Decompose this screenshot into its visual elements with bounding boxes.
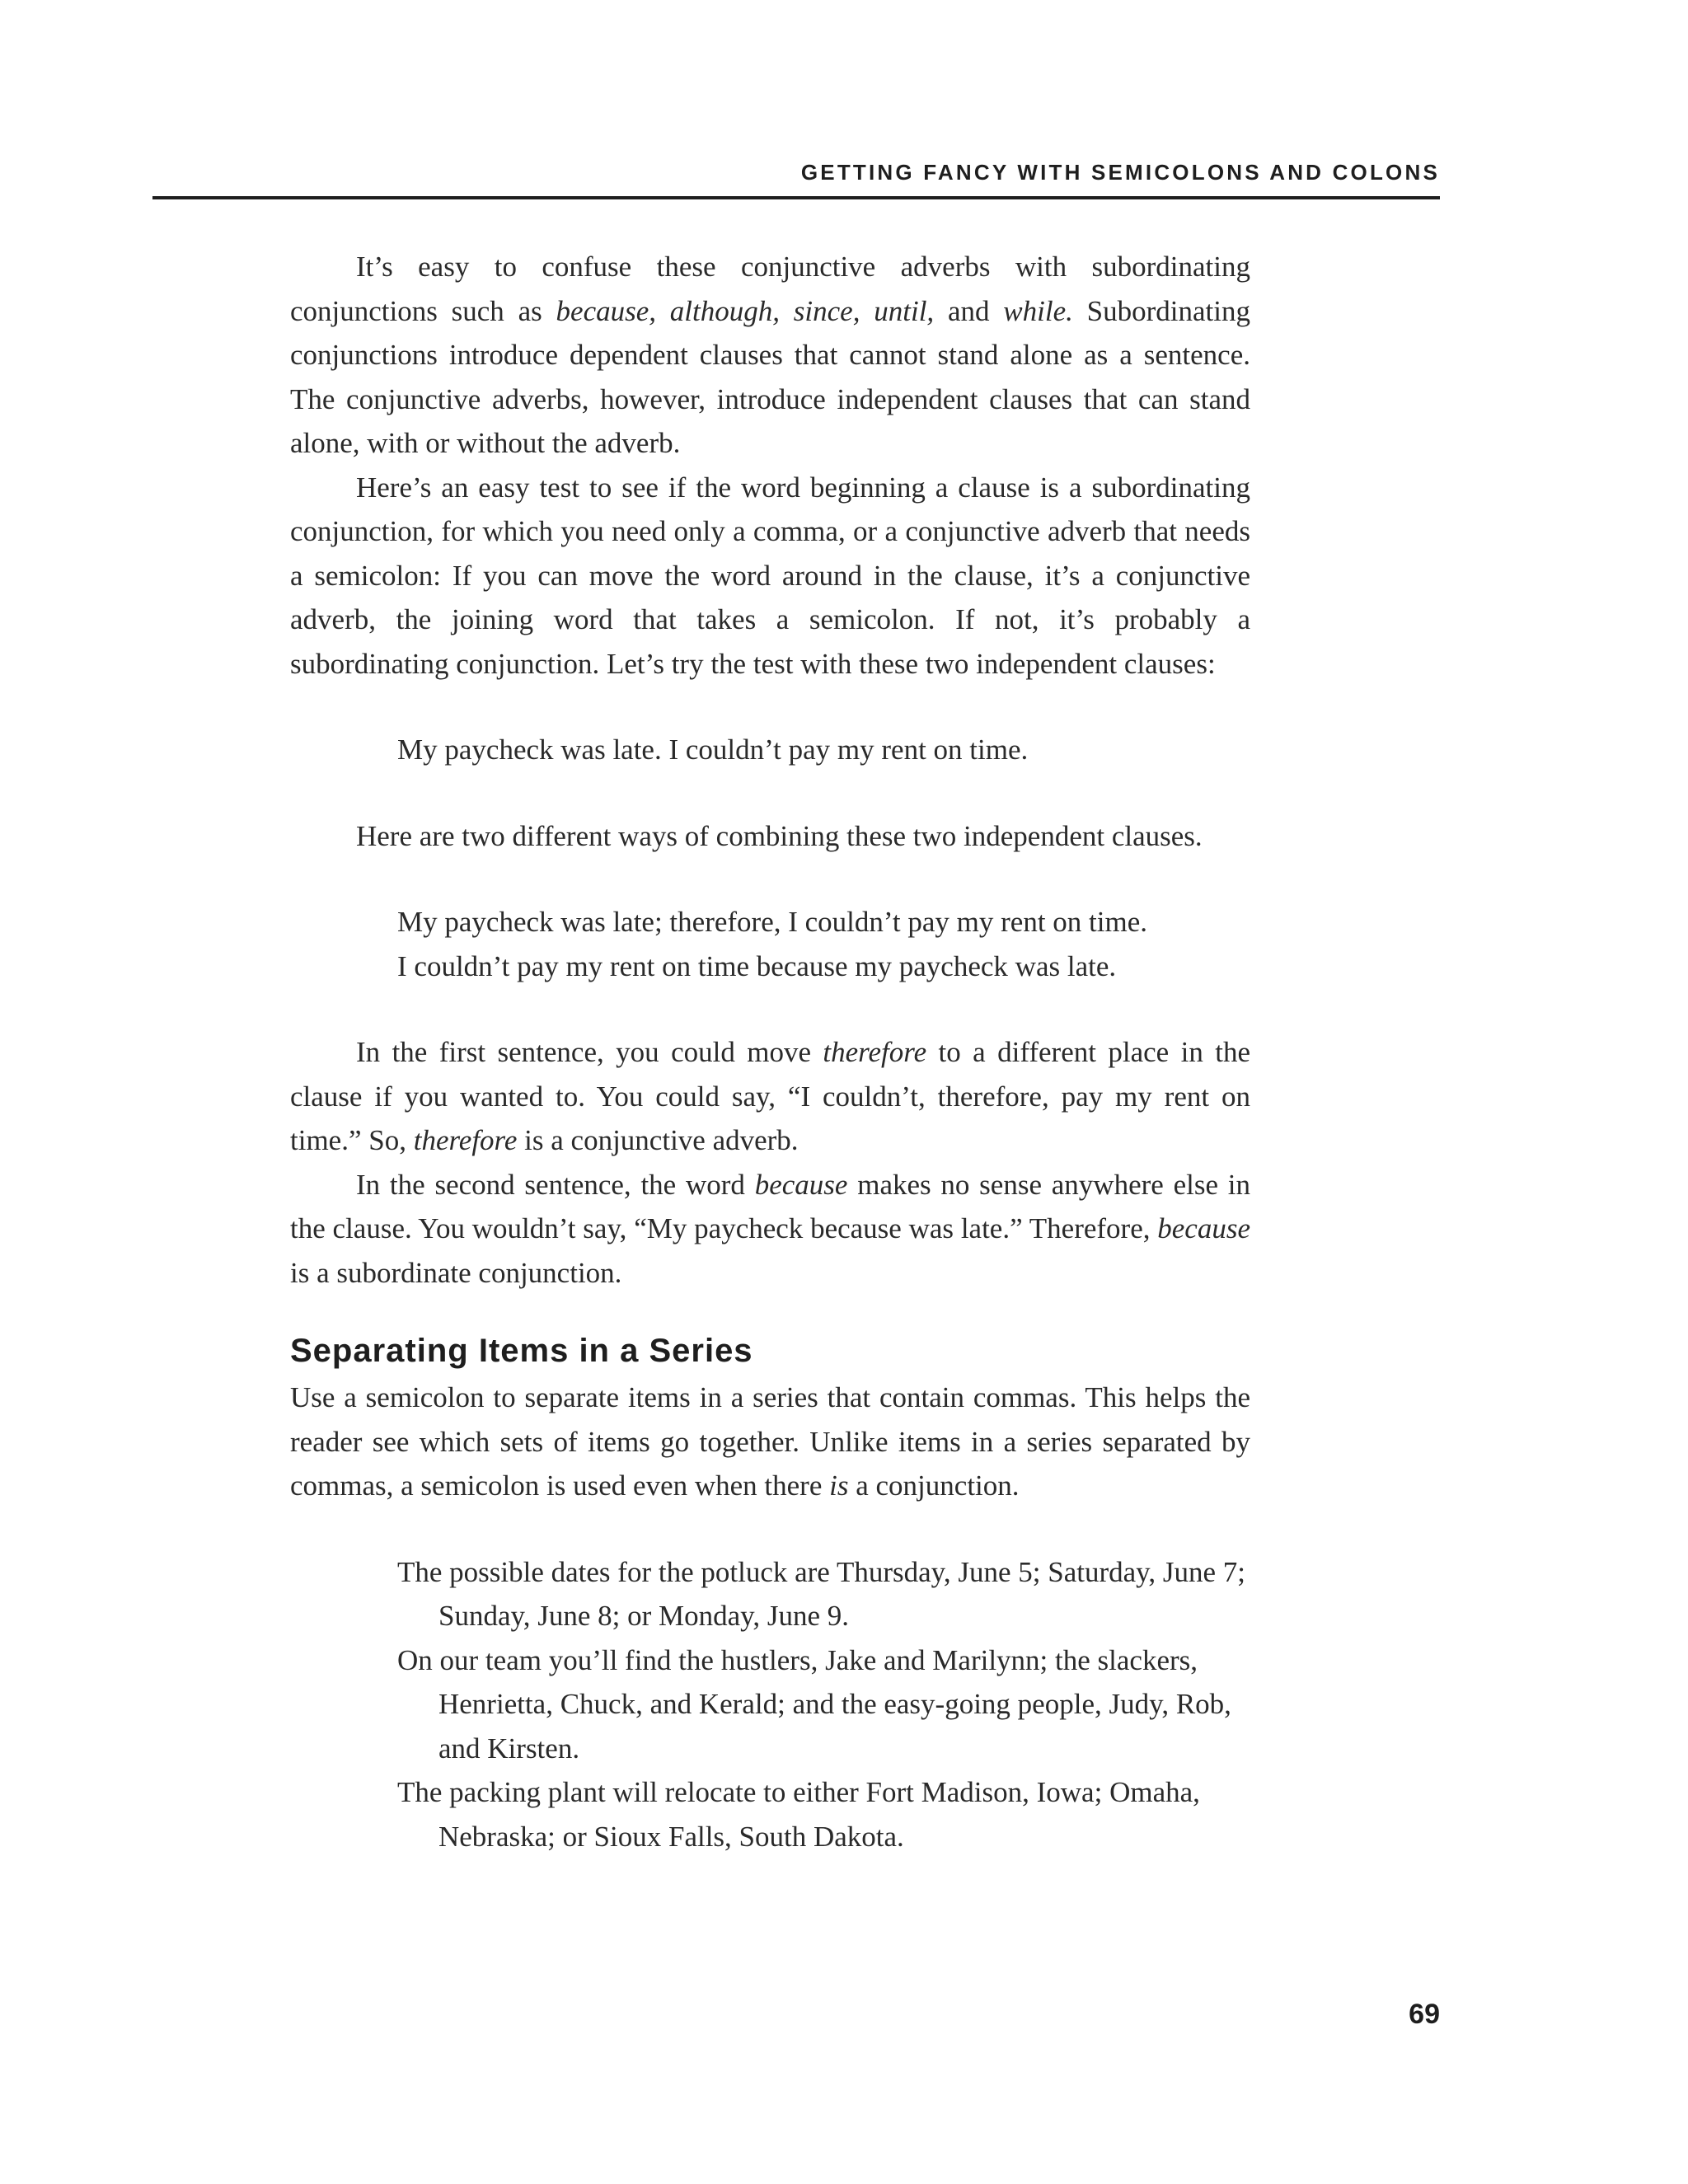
- paragraph-two-ways: Here are two different ways of combining these two independent clauses.: [356, 819, 1203, 852]
- paragraph-conjunctive-adverbs: It’s easy to confuse these conjunctive adverbs with subordinating conjunctions such as because, although, since, until, and while. Subordinating conjunctions introduce dependent clauses that cannot stand alone as a sentence. The conjunctive adverbs, however, introduce independent clauses that can stand alone, with or without the adverb.: [290, 251, 1250, 459]
- example-series-dates: The possible dates for the potluck are Thursday, June 5; Saturday, June 7; Sunday, June 8; or Monday, June 9.: [397, 1555, 1246, 1632]
- example-independent-clauses: My paycheck was late. I couldn’t pay my rent on time.: [397, 733, 1029, 766]
- example-combined-1: My paycheck was late; therefore, I couldn’t pay my rent on time.: [397, 906, 1148, 938]
- section-heading: Separating Items in a Series: [290, 1333, 753, 1369]
- example-series-team: On our team you’ll find the hustlers, Jake and Marilynn; the slackers, Henrietta, Chuck, and Kerald; and the easy-going people, Judy, Rob, and Kirsten.: [397, 1643, 1231, 1765]
- paragraph-first-sentence: In the first sentence, you could move therefore to a different place in the clause if you wanted to. You could say, “I couldn’t, therefore, pay my rent on time.” So, therefore is a conjunctive adverb.: [290, 1036, 1251, 1156]
- header-rule: [152, 196, 1440, 199]
- paragraph-easy-test: Here’s an easy test to see if the word beginning a clause is a subordinating conjunction, for which you need only a comma, or a conjunctive adverb that needs a semicolon: If you can move the word around in the clause, it’s a conjunctive adverb, the joining word that takes a semicolon. If not, it’s probably a subordinating conjunction. Let’s try the test with these two independent clauses:: [290, 471, 1250, 680]
- example-series-relocation: The packing plant will relocate to either Fort Madison, Iowa; Omaha, Nebraska; or Sioux Falls, South Dakota.: [397, 1776, 1200, 1853]
- paragraph-series-semicolons: Use a semicolon to separate items in a series that contain commas. This helps the reader see which sets of items go together. Unlike items in a series separated by commas, a semicolon is used even when there is a conjunction.: [290, 1381, 1250, 1502]
- example-combined-2: I couldn’t pay my rent on time because my paycheck was late.: [397, 949, 1117, 982]
- page-body: [290, 245, 1250, 1858]
- page-number: 69: [1409, 1999, 1440, 2030]
- paragraph-second-sentence: In the second sentence, the word because makes no sense anywhere else in the clause. You wouldn’t say, “My paycheck because was late.” Therefore, because is a subordinate conjunction.: [290, 1168, 1250, 1289]
- running-head: GETTING FANCY WITH SEMICOLONS AND COLONS: [800, 160, 1440, 185]
